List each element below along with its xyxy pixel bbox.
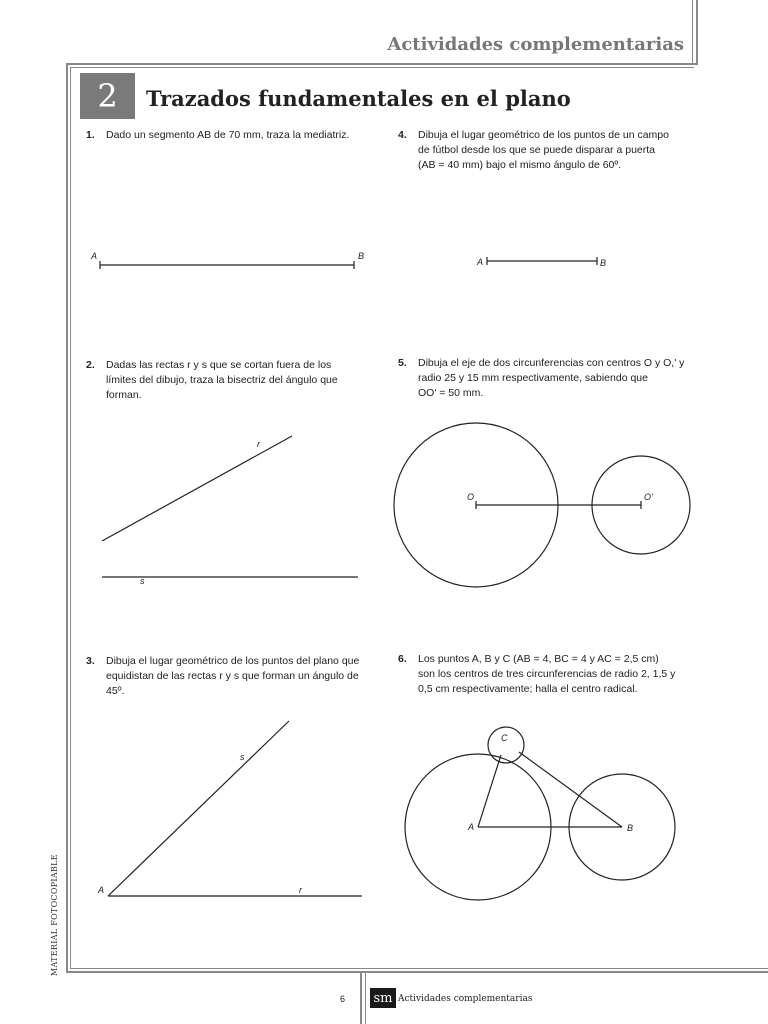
exercise-number: 5. [398,357,407,369]
exercise-text-line: Dibuja el eje de dos circunferencias con centros O y O,' y [418,357,685,369]
exercise-text-line: Los puntos A, B y C (AB = 4, BC = 4 y AC = 2,5 cm) [418,653,659,665]
footer-divider [360,973,362,1024]
label-b-1: B [358,251,365,261]
label-r-3: r [299,885,302,895]
label-s-2: s [140,576,145,586]
label-b-6: B [627,823,634,833]
label-r-2: r [257,439,260,449]
exercise-text-line: radio 25 y 15 mm respectivamente, sabiendo que [418,372,648,384]
label-b-4: B [600,258,607,268]
exercise-number: 4. [398,129,407,141]
side-label: MATERIAL FOTOCOPIABLE [50,854,59,976]
label-c-6: C [501,733,508,743]
unit-number-badge: 2 [80,73,135,119]
segment-ac-6 [478,755,501,827]
unit-title: Trazados fundamentales en el plano [146,86,571,111]
footer-text: Actividades complementarias [398,994,533,1004]
footer-divider-inner [365,973,366,1024]
page-number: 6 [340,994,346,1004]
exercise-text-line: Dado un segmento AB de 70 mm, traza la mediatriz. [106,129,350,141]
header-title: Actividades complementarias [387,34,684,55]
exercise-number: 2. [86,359,95,371]
label-o: O [467,492,475,502]
exercise-text-line: 0,5 cm respectivamente; halla el centro radical. [418,683,638,695]
label-a-3: A [98,885,105,895]
line-s-3 [108,721,289,896]
publisher-logo: sm [370,988,396,1008]
exercise-text-line: OO' = 50 mm. [418,387,484,399]
label-a-1: A [91,251,98,261]
exercise-text-line: límites del dibujo, traza la bisectriz del ángulo que [106,374,338,386]
exercise-text-line: Dibuja el lugar geométrico de los puntos del plano que [106,655,360,667]
exercise-text-line: equidistan de las rectas r y s que forman un ángulo de [106,670,359,682]
line-r-2 [102,436,292,541]
exercise-number: 1. [86,129,95,141]
exercise-text-line: Dibuja el lugar geométrico de los puntos de un campo [418,129,669,141]
exercise-text-line: son los centros de tres circunferencias de radio 2, 1,5 y [418,668,676,680]
label-a-6: A [468,822,475,832]
exercise-text-line: Dadas las rectas r y s que se cortan fuera de los [106,359,332,371]
label-s-3: s [240,752,245,762]
exercise-text-line: 45º. [106,685,125,697]
exercise-text-line: de fútbol desde los que se puede disparar a puerta [418,144,656,156]
label-a-4: A [477,257,484,267]
label-o-prime: O' [644,492,653,502]
exercise-number: 6. [398,653,407,665]
exercise-text-line: (AB = 40 mm) bajo el mismo ángulo de 60º. [418,159,622,171]
exercise-text-line: forman. [106,389,142,401]
exercise-number: 3. [86,655,95,667]
